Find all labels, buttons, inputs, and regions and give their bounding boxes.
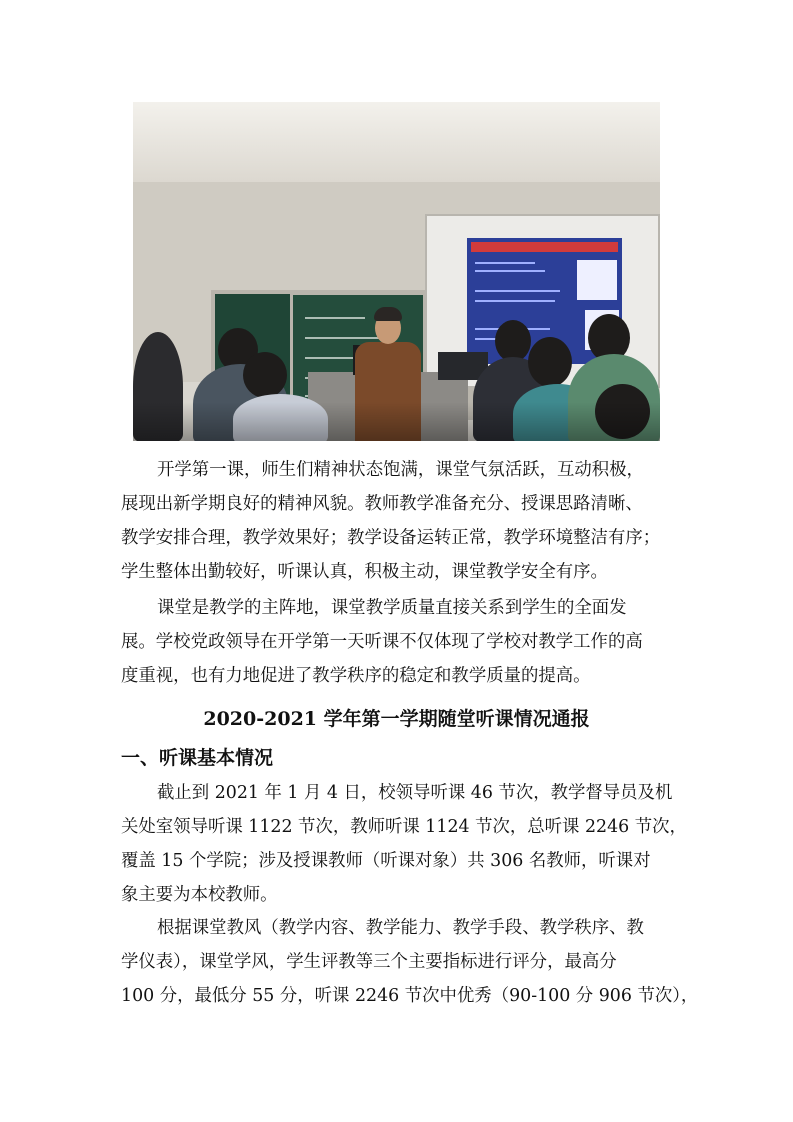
text-line: 100 分，最低分 55 分，听课 2246 节次中优秀（90-100 分 906 节次）， bbox=[121, 986, 699, 1006]
report-title: 2020-2021 学年第一学期随堂听课情况通报 bbox=[203, 708, 590, 730]
slide-text-line bbox=[475, 262, 535, 264]
paragraph-classroom-importance bbox=[121, 591, 673, 693]
paragraph-scoring bbox=[121, 911, 699, 1013]
student-head bbox=[495, 320, 531, 362]
text-line: 象主要为本校教师。 bbox=[121, 885, 278, 905]
text-line: 学生整体出勤较好，听课认真，积极主动，课堂教学安全有序。 bbox=[121, 562, 608, 582]
slide-figure bbox=[577, 260, 617, 300]
text-line: 截止到 2021 年 1 月 4 日，校领导听课 46 节次，教学督导员及机 bbox=[157, 783, 673, 803]
text-line: 课堂是教学的主阵地，课堂教学质量直接关系到学生的全面发 bbox=[157, 598, 627, 618]
text-line: 教学安排合理，教学效果好；教学设备运转正常，教学环境整洁有序； bbox=[121, 528, 661, 548]
student-head bbox=[243, 352, 287, 398]
ceiling bbox=[133, 102, 660, 182]
text-line: 展。学校党政领导在开学第一天听课不仅体现了学校对教学工作的高 bbox=[121, 632, 643, 652]
slide-text-line bbox=[475, 270, 545, 272]
classroom-photo bbox=[133, 102, 660, 441]
student-head bbox=[528, 337, 572, 387]
slide-text-line bbox=[475, 290, 560, 292]
text-line: 开学第一课，师生们精神状态饱满，课堂气氛活跃，互动积极， bbox=[157, 460, 644, 480]
section-heading: 一、听课基本情况 bbox=[121, 747, 274, 769]
text-line: 展现出新学期良好的精神风貌。教师教学准备充分、授课思路清晰、 bbox=[121, 494, 643, 514]
slide-text-line bbox=[475, 300, 555, 302]
paragraph-statistics bbox=[121, 776, 687, 912]
chalk-writing bbox=[305, 337, 385, 339]
teacher-hair bbox=[374, 307, 402, 321]
slide-title-bar bbox=[471, 242, 618, 252]
text-line: 关处室领导听课 1122 节次，教师听课 1124 节次，总听课 2246 节次， bbox=[121, 817, 687, 837]
text-line: 覆盖 15 个学院；涉及授课教师（听课对象）共 306 名教师，听课对 bbox=[121, 851, 651, 871]
text-line: 度重视，也有力地促进了教学秩序的稳定和教学质量的提高。 bbox=[121, 666, 591, 686]
chalk-writing bbox=[305, 317, 365, 319]
text-line: 根据课堂教风（教学内容、教学能力、教学手段、教学秩序、教 bbox=[157, 918, 644, 938]
photo-shade bbox=[133, 402, 660, 441]
paragraph-opening-class bbox=[121, 453, 673, 589]
text-line: 学仪表），课堂学风，学生评教等三个主要指标进行评分，最高分 bbox=[121, 952, 617, 972]
